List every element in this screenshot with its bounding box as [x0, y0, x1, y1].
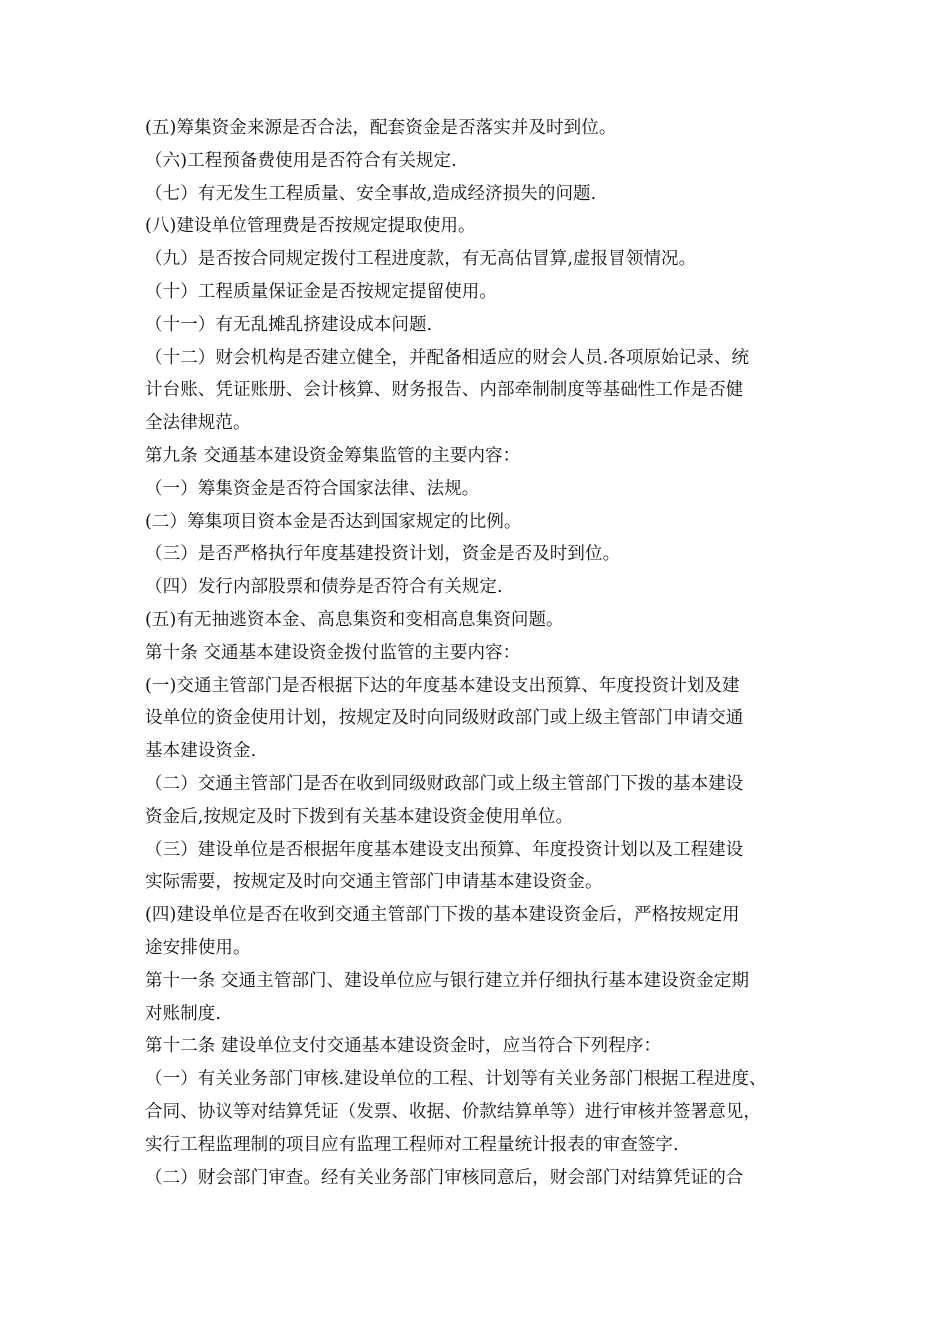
text-line: (八)建设单位管理费是否按规定提取使用。 [145, 216, 476, 237]
text-line: （十二）财会机构是否建立健全，并配备相适应的财会人员.各项原始记录、统 [145, 347, 750, 368]
text-line: 全法律规范。 [145, 413, 251, 434]
article-heading: 第九条 交通基本建设资金筹集监管的主要内容： [145, 445, 521, 466]
article-heading: 第十一条 交通主管部门、建设单位应与银行建立并仔细执行基本建设资金定期 [145, 970, 750, 991]
text-line: (五)有无抽逃资本金、高息集资和变相高息集资问题。 [145, 609, 564, 630]
text-line: （十）工程质量保证金是否按规定提留使用。 [145, 281, 497, 302]
text-line: （三）是否严格执行年度基建投资计划，资金是否及时到位。 [145, 544, 621, 565]
text-line: (四)建设单位是否在收到交通主管部门下拨的基本建设资金后，严格按规定用 [145, 905, 740, 926]
text-line: (五)筹集资金来源是否合法，配套资金是否落实并及时到位。 [145, 118, 617, 138]
text-line: (二）筹集项目资本金是否达到国家规定的比例。 [145, 511, 522, 532]
text-line: 基本建设资金. [145, 741, 257, 762]
text-line: 途安排使用。 [145, 937, 251, 958]
text-line: 资金后,按规定及时下拨到有关基本建设资金使用单位。 [145, 806, 574, 827]
text-line: （一）有关业务部门审核.建设单位的工程、计划等有关业务部门根据工程进度、 [145, 1069, 767, 1090]
text-line: （六)工程预备费使用是否符合有关规定. [145, 150, 457, 171]
document-body [145, 112, 825, 1194]
article-heading: 第十二条 建设单位支付交通基本建设资金时，应当符合下列程序： [145, 1036, 662, 1057]
text-line: （二）财会部门审查。经有关业务部门审核同意后，财会部门对结算凭证的合 [145, 1167, 744, 1188]
text-line: （三）建设单位是否根据年度基本建设支出预算、年度投资计划以及工程建设 [145, 839, 744, 860]
text-line: 实际需要，按规定及时向交通主管部门申请基本建设资金。 [145, 872, 603, 893]
text-line: 设单位的资金使用计划，按规定及时向同级财政部门或上级主管部门申请交通 [145, 708, 744, 729]
text-line: 实行工程监理制的项目应有监理工程师对工程量统计报表的审查签字. [145, 1134, 679, 1155]
text-line: 计台账、凭证账册、会计核算、财务报告、内部牵制制度等基础性工作是否健 [145, 380, 744, 401]
text-line: 对账制度. [145, 1003, 222, 1024]
text-line: （七）有无发生工程质量、安全事故,造成经济损失的问题. [145, 183, 597, 204]
text-line: (一)交通主管部门是否根据下达的年度基本建设支出预算、年度投资计划及建 [145, 675, 740, 696]
text-line: （九）是否按合同规定拨付工程进度款，有无高估冒算,虚报冒领情况。 [145, 249, 697, 270]
text-line: 合同、协议等对结算凭证（发票、收据、价款结算单等）进行审核并签署意见， [145, 1101, 761, 1122]
article-heading: 第十条 交通基本建设资金拨付监管的主要内容： [145, 642, 521, 663]
text-line: （四）发行内部股票和债券是否符合有关规定. [145, 577, 503, 598]
text-line: （十一）有无乱摊乱挤建设成本问题. [145, 314, 433, 335]
text-line: （二）交通主管部门是否在收到同级财政部门或上级主管部门下拨的基本建设 [145, 773, 744, 794]
text-line: （一）筹集资金是否符合国家法律、法规。 [145, 478, 480, 499]
